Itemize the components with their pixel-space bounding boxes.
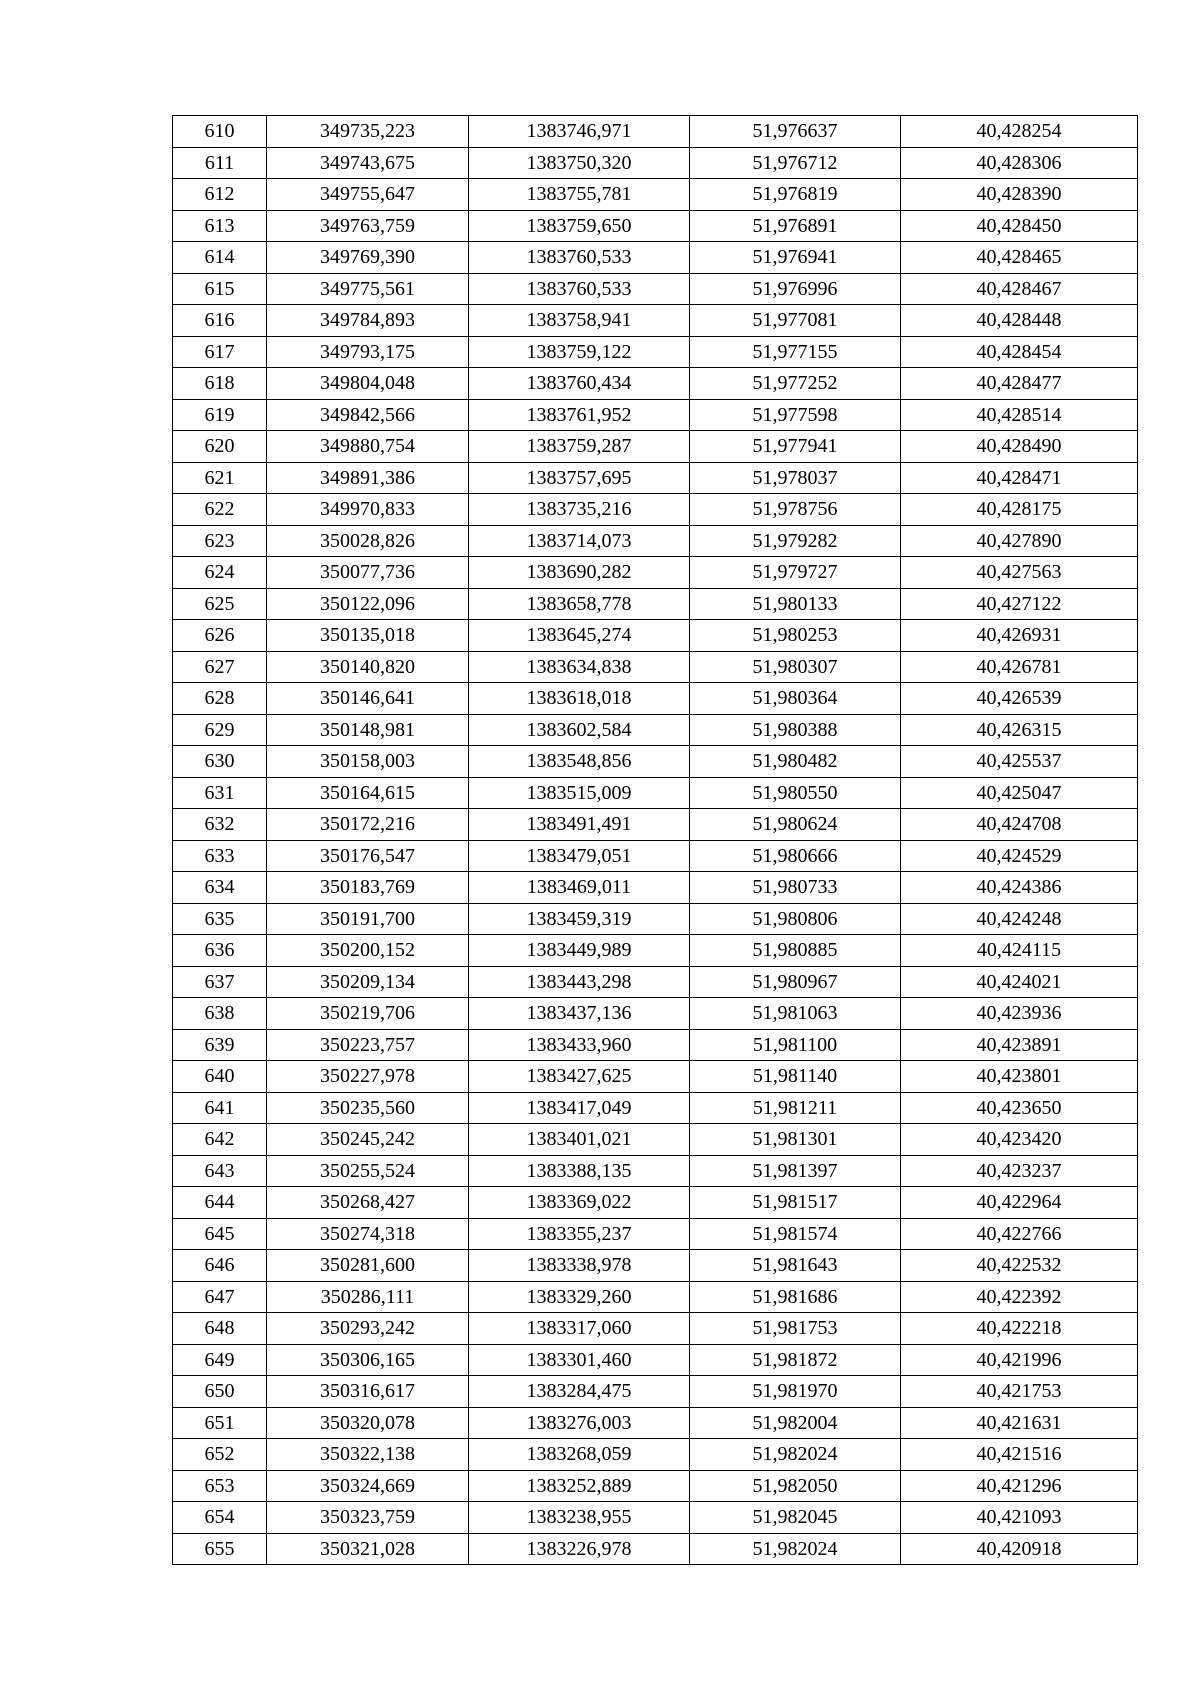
x-coordinate-cell: 350223,757 (267, 1029, 469, 1061)
table-row (173, 966, 1138, 998)
x-coordinate-cell: 350148,981 (267, 714, 469, 746)
latitude-cell: 51,980733 (690, 872, 901, 904)
table-row (173, 620, 1138, 652)
longitude-cell: 40,428471 (901, 462, 1138, 494)
longitude-cell: 40,424248 (901, 903, 1138, 935)
latitude-cell: 51,977941 (690, 431, 901, 463)
latitude-cell: 51,979282 (690, 525, 901, 557)
longitude-cell: 40,427122 (901, 588, 1138, 620)
x-coordinate-cell: 350235,560 (267, 1092, 469, 1124)
x-coordinate-cell: 349842,566 (267, 399, 469, 431)
longitude-cell: 40,426539 (901, 683, 1138, 715)
latitude-cell: 51,980364 (690, 683, 901, 715)
x-coordinate-cell: 349970,833 (267, 494, 469, 526)
point-number-cell: 613 (173, 210, 267, 242)
table-row (173, 336, 1138, 368)
latitude-cell: 51,976941 (690, 242, 901, 274)
y-coordinate-cell: 1383645,274 (469, 620, 690, 652)
y-coordinate-cell: 1383268,059 (469, 1439, 690, 1471)
y-coordinate-cell: 1383761,952 (469, 399, 690, 431)
latitude-cell: 51,981100 (690, 1029, 901, 1061)
y-coordinate-cell: 1383338,978 (469, 1250, 690, 1282)
latitude-cell: 51,982004 (690, 1407, 901, 1439)
y-coordinate-cell: 1383401,021 (469, 1124, 690, 1156)
x-coordinate-cell: 350286,111 (267, 1281, 469, 1313)
y-coordinate-cell: 1383760,533 (469, 273, 690, 305)
y-coordinate-cell: 1383388,135 (469, 1155, 690, 1187)
latitude-cell: 51,980388 (690, 714, 901, 746)
longitude-cell: 40,421296 (901, 1470, 1138, 1502)
table-row (173, 116, 1138, 148)
table-row (173, 557, 1138, 589)
longitude-cell: 40,423420 (901, 1124, 1138, 1156)
y-coordinate-cell: 1383459,319 (469, 903, 690, 935)
point-number-cell: 630 (173, 746, 267, 778)
x-coordinate-cell: 350219,706 (267, 998, 469, 1030)
x-coordinate-cell: 350122,096 (267, 588, 469, 620)
table-row (173, 1061, 1138, 1093)
x-coordinate-cell: 350209,134 (267, 966, 469, 998)
longitude-cell: 40,428448 (901, 305, 1138, 337)
latitude-cell: 51,979727 (690, 557, 901, 589)
longitude-cell: 40,422392 (901, 1281, 1138, 1313)
latitude-cell: 51,981140 (690, 1061, 901, 1093)
y-coordinate-cell: 1383238,955 (469, 1502, 690, 1534)
point-number-cell: 627 (173, 651, 267, 683)
point-number-cell: 617 (173, 336, 267, 368)
longitude-cell: 40,423650 (901, 1092, 1138, 1124)
x-coordinate-cell: 350320,078 (267, 1407, 469, 1439)
x-coordinate-cell: 350077,736 (267, 557, 469, 589)
x-coordinate-cell: 350293,242 (267, 1313, 469, 1345)
latitude-cell: 51,980253 (690, 620, 901, 652)
latitude-cell: 51,981643 (690, 1250, 901, 1282)
latitude-cell: 51,981301 (690, 1124, 901, 1156)
y-coordinate-cell: 1383469,011 (469, 872, 690, 904)
y-coordinate-cell: 1383417,049 (469, 1092, 690, 1124)
table-row (173, 777, 1138, 809)
point-number-cell: 635 (173, 903, 267, 935)
latitude-cell: 51,978037 (690, 462, 901, 494)
y-coordinate-cell: 1383515,009 (469, 777, 690, 809)
y-coordinate-cell: 1383690,282 (469, 557, 690, 589)
x-coordinate-cell: 350183,769 (267, 872, 469, 904)
coordinates-table (172, 115, 1138, 1565)
point-number-cell: 647 (173, 1281, 267, 1313)
y-coordinate-cell: 1383449,989 (469, 935, 690, 967)
point-number-cell: 637 (173, 966, 267, 998)
table-row (173, 651, 1138, 683)
longitude-cell: 40,424386 (901, 872, 1138, 904)
x-coordinate-cell: 349880,754 (267, 431, 469, 463)
x-coordinate-cell: 350255,524 (267, 1155, 469, 1187)
point-number-cell: 646 (173, 1250, 267, 1282)
table-row (173, 368, 1138, 400)
table-row (173, 1092, 1138, 1124)
y-coordinate-cell: 1383355,237 (469, 1218, 690, 1250)
table-row (173, 1281, 1138, 1313)
longitude-cell: 40,423891 (901, 1029, 1138, 1061)
point-number-cell: 614 (173, 242, 267, 274)
longitude-cell: 40,426931 (901, 620, 1138, 652)
point-number-cell: 643 (173, 1155, 267, 1187)
latitude-cell: 51,980885 (690, 935, 901, 967)
y-coordinate-cell: 1383735,216 (469, 494, 690, 526)
x-coordinate-cell: 350322,138 (267, 1439, 469, 1471)
table-row (173, 1029, 1138, 1061)
table-row (173, 1533, 1138, 1565)
point-number-cell: 648 (173, 1313, 267, 1345)
x-coordinate-cell: 350191,700 (267, 903, 469, 935)
point-number-cell: 644 (173, 1187, 267, 1219)
point-number-cell: 620 (173, 431, 267, 463)
longitude-cell: 40,422218 (901, 1313, 1138, 1345)
x-coordinate-cell: 349755,647 (267, 179, 469, 211)
longitude-cell: 40,426315 (901, 714, 1138, 746)
latitude-cell: 51,976637 (690, 116, 901, 148)
longitude-cell: 40,424708 (901, 809, 1138, 841)
longitude-cell: 40,423237 (901, 1155, 1138, 1187)
latitude-cell: 51,976996 (690, 273, 901, 305)
x-coordinate-cell: 349793,175 (267, 336, 469, 368)
point-number-cell: 624 (173, 557, 267, 589)
x-coordinate-cell: 350321,028 (267, 1533, 469, 1565)
latitude-cell: 51,981211 (690, 1092, 901, 1124)
point-number-cell: 638 (173, 998, 267, 1030)
longitude-cell: 40,428514 (901, 399, 1138, 431)
table-row (173, 1250, 1138, 1282)
longitude-cell: 40,421093 (901, 1502, 1138, 1534)
point-number-cell: 642 (173, 1124, 267, 1156)
table-row (173, 1313, 1138, 1345)
latitude-cell: 51,976712 (690, 147, 901, 179)
latitude-cell: 51,982024 (690, 1439, 901, 1471)
longitude-cell: 40,425537 (901, 746, 1138, 778)
longitude-cell: 40,420918 (901, 1533, 1138, 1565)
x-coordinate-cell: 350146,641 (267, 683, 469, 715)
y-coordinate-cell: 1383284,475 (469, 1376, 690, 1408)
latitude-cell: 51,980967 (690, 966, 901, 998)
x-coordinate-cell: 350323,759 (267, 1502, 469, 1534)
point-number-cell: 645 (173, 1218, 267, 1250)
x-coordinate-cell: 349735,223 (267, 116, 469, 148)
table-row (173, 1124, 1138, 1156)
table-row (173, 1218, 1138, 1250)
table-row (173, 588, 1138, 620)
table-row (173, 1155, 1138, 1187)
y-coordinate-cell: 1383758,941 (469, 305, 690, 337)
x-coordinate-cell: 350028,826 (267, 525, 469, 557)
point-number-cell: 633 (173, 840, 267, 872)
longitude-cell: 40,423801 (901, 1061, 1138, 1093)
latitude-cell: 51,980550 (690, 777, 901, 809)
y-coordinate-cell: 1383714,073 (469, 525, 690, 557)
latitude-cell: 51,977252 (690, 368, 901, 400)
longitude-cell: 40,428454 (901, 336, 1138, 368)
x-coordinate-cell: 350200,152 (267, 935, 469, 967)
table-row (173, 399, 1138, 431)
y-coordinate-cell: 1383433,960 (469, 1029, 690, 1061)
table-row (173, 683, 1138, 715)
x-coordinate-cell: 349743,675 (267, 147, 469, 179)
latitude-cell: 51,977081 (690, 305, 901, 337)
longitude-cell: 40,428254 (901, 116, 1138, 148)
x-coordinate-cell: 350164,615 (267, 777, 469, 809)
y-coordinate-cell: 1383602,584 (469, 714, 690, 746)
x-coordinate-cell: 349784,893 (267, 305, 469, 337)
x-coordinate-cell: 350324,669 (267, 1470, 469, 1502)
longitude-cell: 40,424115 (901, 935, 1138, 967)
y-coordinate-cell: 1383427,625 (469, 1061, 690, 1093)
table-row (173, 431, 1138, 463)
latitude-cell: 51,978756 (690, 494, 901, 526)
point-number-cell: 655 (173, 1533, 267, 1565)
x-coordinate-cell: 350135,018 (267, 620, 469, 652)
longitude-cell: 40,423936 (901, 998, 1138, 1030)
point-number-cell: 631 (173, 777, 267, 809)
latitude-cell: 51,981970 (690, 1376, 901, 1408)
longitude-cell: 40,428390 (901, 179, 1138, 211)
table-row (173, 1376, 1138, 1408)
y-coordinate-cell: 1383757,695 (469, 462, 690, 494)
y-coordinate-cell: 1383658,778 (469, 588, 690, 620)
y-coordinate-cell: 1383750,320 (469, 147, 690, 179)
x-coordinate-cell: 350274,318 (267, 1218, 469, 1250)
table-row (173, 242, 1138, 274)
table-row (173, 1502, 1138, 1534)
point-number-cell: 651 (173, 1407, 267, 1439)
longitude-cell: 40,428450 (901, 210, 1138, 242)
latitude-cell: 51,981872 (690, 1344, 901, 1376)
latitude-cell: 51,981063 (690, 998, 901, 1030)
x-coordinate-cell: 349891,386 (267, 462, 469, 494)
point-number-cell: 641 (173, 1092, 267, 1124)
y-coordinate-cell: 1383618,018 (469, 683, 690, 715)
x-coordinate-cell: 349763,759 (267, 210, 469, 242)
y-coordinate-cell: 1383760,434 (469, 368, 690, 400)
point-number-cell: 639 (173, 1029, 267, 1061)
y-coordinate-cell: 1383759,650 (469, 210, 690, 242)
longitude-cell: 40,424529 (901, 840, 1138, 872)
point-number-cell: 623 (173, 525, 267, 557)
point-number-cell: 626 (173, 620, 267, 652)
longitude-cell: 40,422766 (901, 1218, 1138, 1250)
latitude-cell: 51,980666 (690, 840, 901, 872)
longitude-cell: 40,421753 (901, 1376, 1138, 1408)
y-coordinate-cell: 1383443,298 (469, 966, 690, 998)
point-number-cell: 652 (173, 1439, 267, 1471)
point-number-cell: 640 (173, 1061, 267, 1093)
x-coordinate-cell: 350268,427 (267, 1187, 469, 1219)
point-number-cell: 625 (173, 588, 267, 620)
latitude-cell: 51,980307 (690, 651, 901, 683)
table-row (173, 809, 1138, 841)
latitude-cell: 51,981686 (690, 1281, 901, 1313)
x-coordinate-cell: 350316,617 (267, 1376, 469, 1408)
point-number-cell: 628 (173, 683, 267, 715)
latitude-cell: 51,981397 (690, 1155, 901, 1187)
point-number-cell: 619 (173, 399, 267, 431)
latitude-cell: 51,981753 (690, 1313, 901, 1345)
x-coordinate-cell: 350281,600 (267, 1250, 469, 1282)
table-row (173, 1439, 1138, 1471)
y-coordinate-cell: 1383329,260 (469, 1281, 690, 1313)
y-coordinate-cell: 1383437,136 (469, 998, 690, 1030)
y-coordinate-cell: 1383759,122 (469, 336, 690, 368)
longitude-cell: 40,421516 (901, 1439, 1138, 1471)
table-row (173, 179, 1138, 211)
latitude-cell: 51,977598 (690, 399, 901, 431)
table-row (173, 494, 1138, 526)
y-coordinate-cell: 1383548,856 (469, 746, 690, 778)
latitude-cell: 51,977155 (690, 336, 901, 368)
y-coordinate-cell: 1383746,971 (469, 116, 690, 148)
point-number-cell: 616 (173, 305, 267, 337)
table-row (173, 1470, 1138, 1502)
table-row (173, 273, 1138, 305)
x-coordinate-cell: 350245,242 (267, 1124, 469, 1156)
x-coordinate-cell: 350172,216 (267, 809, 469, 841)
longitude-cell: 40,422532 (901, 1250, 1138, 1282)
longitude-cell: 40,421996 (901, 1344, 1138, 1376)
table-row (173, 210, 1138, 242)
latitude-cell: 51,981517 (690, 1187, 901, 1219)
latitude-cell: 51,981574 (690, 1218, 901, 1250)
longitude-cell: 40,428477 (901, 368, 1138, 400)
longitude-cell: 40,428490 (901, 431, 1138, 463)
point-number-cell: 611 (173, 147, 267, 179)
x-coordinate-cell: 350158,003 (267, 746, 469, 778)
x-coordinate-cell: 350227,978 (267, 1061, 469, 1093)
y-coordinate-cell: 1383226,978 (469, 1533, 690, 1565)
latitude-cell: 51,982024 (690, 1533, 901, 1565)
point-number-cell: 650 (173, 1376, 267, 1408)
table-row (173, 746, 1138, 778)
longitude-cell: 40,424021 (901, 966, 1138, 998)
longitude-cell: 40,427563 (901, 557, 1138, 589)
point-number-cell: 653 (173, 1470, 267, 1502)
table-row (173, 903, 1138, 935)
latitude-cell: 51,980482 (690, 746, 901, 778)
y-coordinate-cell: 1383276,003 (469, 1407, 690, 1439)
y-coordinate-cell: 1383369,022 (469, 1187, 690, 1219)
y-coordinate-cell: 1383634,838 (469, 651, 690, 683)
table-row (173, 1407, 1138, 1439)
table-row (173, 714, 1138, 746)
table-row (173, 462, 1138, 494)
point-number-cell: 654 (173, 1502, 267, 1534)
longitude-cell: 40,425047 (901, 777, 1138, 809)
longitude-cell: 40,427890 (901, 525, 1138, 557)
table-row (173, 1187, 1138, 1219)
point-number-cell: 632 (173, 809, 267, 841)
table-row (173, 147, 1138, 179)
point-number-cell: 621 (173, 462, 267, 494)
x-coordinate-cell: 350140,820 (267, 651, 469, 683)
y-coordinate-cell: 1383317,060 (469, 1313, 690, 1345)
point-number-cell: 612 (173, 179, 267, 211)
x-coordinate-cell: 350176,547 (267, 840, 469, 872)
longitude-cell: 40,428465 (901, 242, 1138, 274)
y-coordinate-cell: 1383301,460 (469, 1344, 690, 1376)
point-number-cell: 622 (173, 494, 267, 526)
point-number-cell: 610 (173, 116, 267, 148)
latitude-cell: 51,982045 (690, 1502, 901, 1534)
y-coordinate-cell: 1383760,533 (469, 242, 690, 274)
point-number-cell: 636 (173, 935, 267, 967)
latitude-cell: 51,980624 (690, 809, 901, 841)
latitude-cell: 51,976891 (690, 210, 901, 242)
table-row (173, 840, 1138, 872)
point-number-cell: 629 (173, 714, 267, 746)
table-row (173, 525, 1138, 557)
longitude-cell: 40,422964 (901, 1187, 1138, 1219)
table-row (173, 872, 1138, 904)
longitude-cell: 40,428306 (901, 147, 1138, 179)
x-coordinate-cell: 349769,390 (267, 242, 469, 274)
longitude-cell: 40,426781 (901, 651, 1138, 683)
x-coordinate-cell: 350306,165 (267, 1344, 469, 1376)
table-row (173, 1344, 1138, 1376)
point-number-cell: 649 (173, 1344, 267, 1376)
y-coordinate-cell: 1383491,491 (469, 809, 690, 841)
coordinates-table-body (173, 116, 1138, 1565)
latitude-cell: 51,980133 (690, 588, 901, 620)
table-row (173, 305, 1138, 337)
latitude-cell: 51,982050 (690, 1470, 901, 1502)
x-coordinate-cell: 349775,561 (267, 273, 469, 305)
longitude-cell: 40,428175 (901, 494, 1138, 526)
latitude-cell: 51,976819 (690, 179, 901, 211)
latitude-cell: 51,980806 (690, 903, 901, 935)
point-number-cell: 618 (173, 368, 267, 400)
y-coordinate-cell: 1383479,051 (469, 840, 690, 872)
y-coordinate-cell: 1383755,781 (469, 179, 690, 211)
table-row (173, 998, 1138, 1030)
longitude-cell: 40,421631 (901, 1407, 1138, 1439)
x-coordinate-cell: 349804,048 (267, 368, 469, 400)
table-row (173, 935, 1138, 967)
y-coordinate-cell: 1383759,287 (469, 431, 690, 463)
point-number-cell: 615 (173, 273, 267, 305)
point-number-cell: 634 (173, 872, 267, 904)
y-coordinate-cell: 1383252,889 (469, 1470, 690, 1502)
longitude-cell: 40,428467 (901, 273, 1138, 305)
